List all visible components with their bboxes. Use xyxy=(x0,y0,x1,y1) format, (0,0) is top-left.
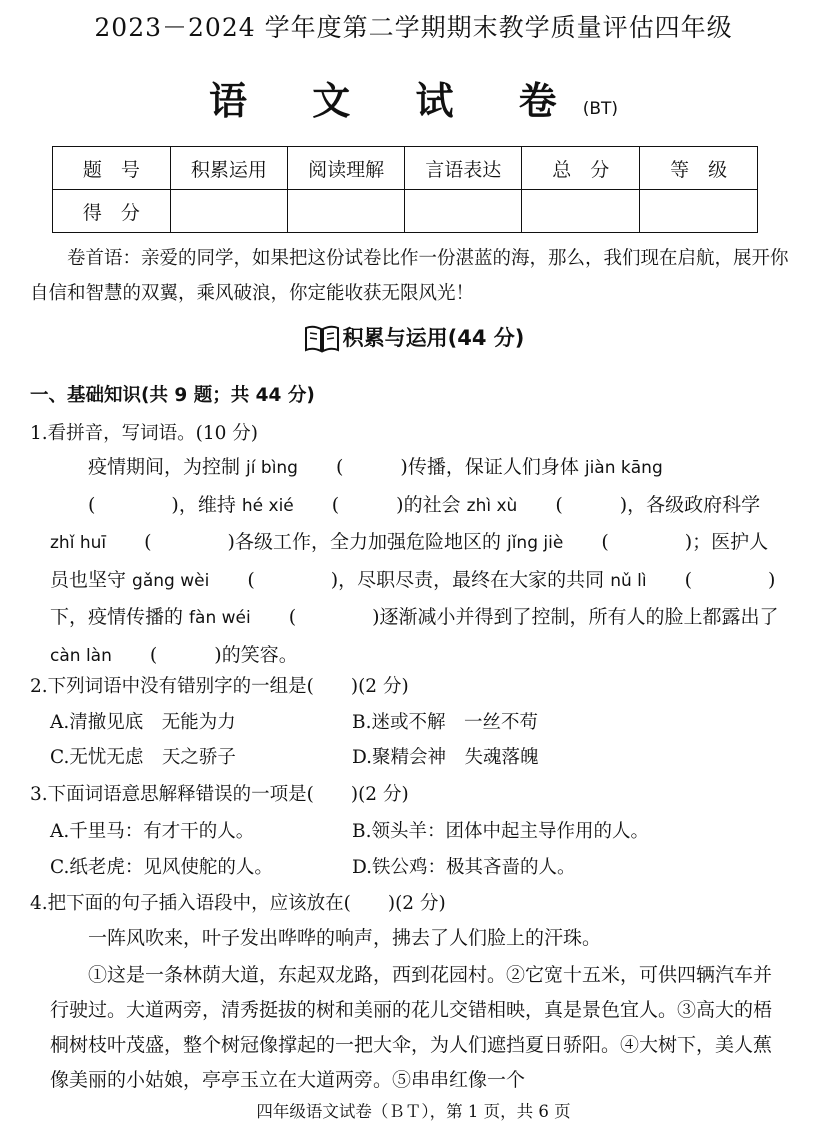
question-3-option-b[interactable]: B.领头羊：团体中起主导作用的人。 xyxy=(352,821,649,842)
subject-code: (BT) xyxy=(582,99,618,119)
answer-blank[interactable]: ( ) xyxy=(288,606,380,628)
score-row-label: 得 分 xyxy=(53,190,171,233)
score-cell[interactable] xyxy=(405,190,522,233)
question-1-stem: 1.看拼音，写词语。(10 分) xyxy=(30,423,259,444)
score-cell[interactable] xyxy=(287,190,404,233)
question-3-option-a[interactable]: A.千里马：有才干的人。 xyxy=(50,821,255,842)
pinyin: càn làn xyxy=(50,645,112,666)
score-header-cell: 阅读理解 xyxy=(287,147,404,190)
passage-text: 的笑容。 xyxy=(221,643,298,666)
question-4-passage: ①这是一条林荫大道，东起双龙路，西到花园村。②它宽十五米，可供四辆汽车并行驶过。大道两旁，清秀挺拔的树和美丽的花儿交错相映，真是景色宜人。③高大的梧桐树枝叶茂盛，整个树冠像撑起的一把大伞，为人们遮挡夏日骄阳。④大树下，美人蕉像美丽的小姑娘，亭亭玉立在大道两旁。⑤串串红像一个 xyxy=(50,964,773,1091)
book-icon xyxy=(303,324,341,354)
passage-text: 的社会 xyxy=(403,493,467,516)
answer-blank[interactable]: ( ) xyxy=(88,493,179,516)
score-header-cell: 题 号 xyxy=(53,147,171,190)
question-3-option-d[interactable]: D.铁公鸡：极其吝啬的人。 xyxy=(352,857,576,878)
passage-text: 下，疫情传播的 xyxy=(50,606,190,628)
passage-text: ，各级政府科学 xyxy=(627,493,761,516)
question-4-sentence: 一阵风吹来，叶子发出哗哗的响声，拂去了人们脸上的汗珠。 xyxy=(88,927,602,949)
answer-blank[interactable]: ( ) xyxy=(144,531,235,553)
score-cell[interactable] xyxy=(170,190,287,233)
score-header-cell: 积累运用 xyxy=(170,147,287,190)
question-2-option-a[interactable]: A.清撤见底 无能为力 xyxy=(50,712,236,733)
score-header-cell: 总 分 xyxy=(522,147,640,190)
passage-text: ；医护人员也坚守 xyxy=(50,531,769,591)
question-3-stem: 3.下面词语意思解释错误的一项是( )(2 分) xyxy=(30,784,409,805)
part-heading: 一、基础知识(共 9 题；共 44 分) xyxy=(30,385,315,406)
pinyin: gǎng wèi xyxy=(132,570,210,591)
answer-blank[interactable]: ( ) xyxy=(555,493,628,516)
pinyin: hé xié xyxy=(241,495,294,516)
question-2-stem: 2.下列词语中没有错别字的一组是( )(2 分) xyxy=(30,676,409,697)
question-2-option-d[interactable]: D.聚精会神 失魂落魄 xyxy=(352,747,539,768)
score-cell[interactable] xyxy=(522,190,640,233)
intro-text: 卷首语：亲爱的同学，如果把这份试卷比作一份湛蓝的海，那么，我们现在启航，展开你自信和智慧的双翼，乘风破浪，你定能收获无限风光！ xyxy=(30,248,789,304)
score-header-cell: 等 级 xyxy=(640,147,758,190)
score-table-score-row xyxy=(53,190,758,233)
score-table xyxy=(52,146,758,233)
pinyin: zhì xù xyxy=(466,495,518,516)
score-header-cell: 言语表达 xyxy=(405,147,522,190)
passage-text: 各级工作，全力加强危险地区的 xyxy=(234,531,507,553)
passage-text: 疫情期间，为控制 xyxy=(88,456,247,478)
answer-blank[interactable]: ( ) xyxy=(335,456,408,478)
answer-blank[interactable]: ( ) xyxy=(247,568,339,591)
subject-title xyxy=(0,70,827,125)
question-2-option-b[interactable]: B.迷或不解 一丝不苟 xyxy=(352,712,538,733)
answer-blank[interactable]: ( ) xyxy=(684,568,776,591)
pinyin: jǐng jiè xyxy=(506,533,564,553)
pinyin: jí bìng xyxy=(246,458,298,478)
answer-blank[interactable]: ( ) xyxy=(149,643,222,666)
question-1-passage xyxy=(50,449,786,674)
passage-text: ，尽职尽责，最终在大家的共同 xyxy=(338,568,611,591)
section-heading xyxy=(0,322,827,354)
passage-text: 传播，保证人们身体 xyxy=(407,456,585,478)
section-title: 积累与运用(44 分) xyxy=(342,326,525,350)
answer-blank[interactable]: ( ) xyxy=(331,493,404,516)
question-4-stem: 4.把下面的句子插入语段中，应该放在( )(2 分) xyxy=(30,893,446,914)
pinyin: fàn wéi xyxy=(189,608,251,628)
pinyin: nǔ lì xyxy=(610,570,647,591)
page-footer: 四年级语文试卷（ＢＴ），第 1 页，共 6 页 xyxy=(256,1102,571,1121)
question-3-option-c[interactable]: C.纸老虎：见风使舵的人。 xyxy=(50,857,273,878)
score-cell[interactable] xyxy=(640,190,758,233)
passage-text: 逐渐减小并得到了控制，所有人的脸上都露出了 xyxy=(379,606,779,628)
pinyin: zhǐ huī xyxy=(50,533,107,553)
passage-text: ，维持 xyxy=(178,493,242,516)
question-2-option-c[interactable]: C.无忧无虑 天之骄子 xyxy=(50,747,236,768)
subject-name: 语 文 试 卷 xyxy=(208,78,583,123)
answer-blank[interactable]: ( ) xyxy=(601,531,693,553)
score-table-header-row xyxy=(53,147,758,190)
pinyin: jiàn kāng xyxy=(584,458,663,478)
exam-title: 2023－2024 学年度第二学期期末教学质量评估四年级 xyxy=(94,13,733,42)
